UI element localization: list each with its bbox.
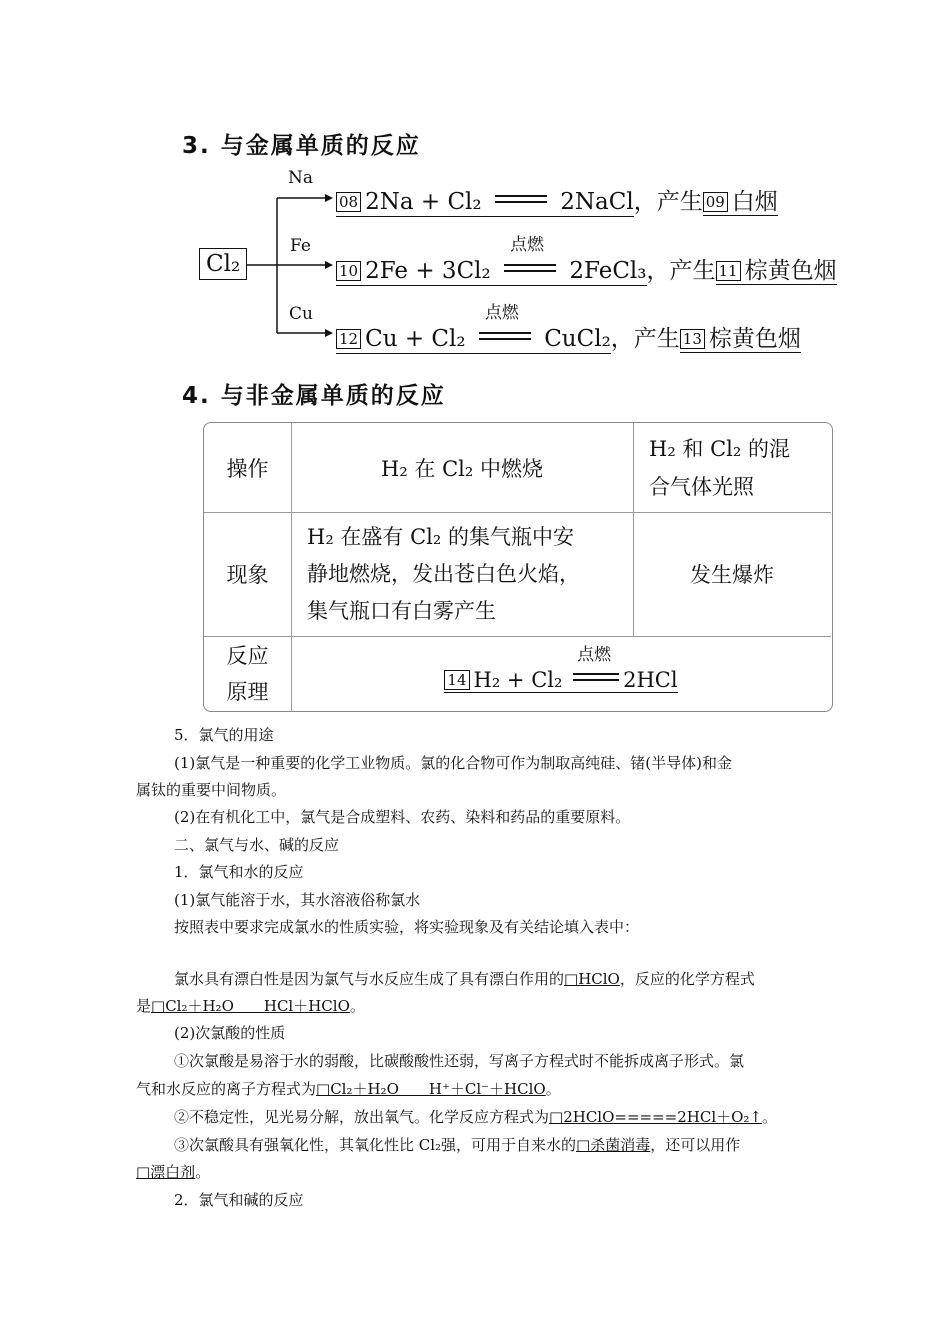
metal-label-fe: Fe xyxy=(290,236,311,256)
reaction-na-result: 白烟 xyxy=(731,189,778,215)
bleach-eq-pre: 是 xyxy=(136,997,152,1015)
reaction-fe xyxy=(336,235,837,286)
blank-number-08: 08 xyxy=(336,192,361,212)
ignite-equals xyxy=(473,303,537,352)
table-cell-burn-phenomenon xyxy=(291,512,633,636)
section3-title: 3. 与金属单质的反应 xyxy=(182,133,421,159)
instability-post: 。 xyxy=(762,1108,778,1126)
reaction-cu-result: 棕黄色烟 xyxy=(708,326,801,352)
answer-ionic-equation: □Cl₂＋H₂O H⁺＋Cl⁻＋HClO xyxy=(316,1080,546,1098)
table-header-phenomenon: 现象 xyxy=(226,563,269,587)
paragraph-weak-acid-line1: ①次氯酸是易溶于水的弱酸，比碳酸酸性还弱，写离子方程式时不能拆成离子形式。氯 xyxy=(174,1052,745,1070)
table-cell-h2-burn: H₂ 在 Cl₂ 中燃烧 xyxy=(381,456,543,481)
reaction-fe-equation xyxy=(336,235,647,286)
paragraph-chlorine-water: (1)氯气能溶于水，其水溶液俗称氯水 xyxy=(174,891,421,909)
reaction-fe-after: ，产生 xyxy=(646,258,716,284)
reaction-cu-right: CuCl₂ xyxy=(544,326,611,352)
metal-label-cu: Cu xyxy=(289,304,313,324)
paragraph-use-1-line1: (1)氯气是一种重要的化学工业物质。氯的化合物可作为制取高纯硅、锗(半导体)和金 xyxy=(174,754,732,772)
table-cell-burn-phenomenon-line1: H₂ 在盛有 Cl₂ 的集气瓶中安 xyxy=(307,524,574,549)
cl2-box: Cl₂ xyxy=(199,248,247,280)
heading-chlorine-base: 2．氯气和碱的反应 xyxy=(174,1191,304,1209)
oxidizing-end: 。 xyxy=(195,1163,211,1181)
bleach-text-post: ，反应的化学方程式 xyxy=(619,970,755,988)
table-cell-explosion: 发生爆炸 xyxy=(690,563,774,587)
ionic-eq-post: 。 xyxy=(545,1080,561,1098)
metal-label-na: Na xyxy=(288,168,314,188)
reaction-na-equation xyxy=(336,189,634,217)
paragraph-oxidizing-line2 xyxy=(136,1159,210,1186)
reaction-cu-equation xyxy=(336,303,611,354)
table-header-operation: 操作 xyxy=(226,456,269,481)
table-header-principle-line1: 反应 xyxy=(226,643,269,668)
nonmetal-reaction-table xyxy=(203,422,833,712)
paragraph-use-2: (2)在有机化工中，氯气是合成塑料、农药、染料和药品的重要原料。 xyxy=(174,808,631,826)
answer-hclo: □HClO xyxy=(564,970,620,988)
answer-water-equation: □Cl₂＋H₂O HCl＋HClO xyxy=(151,997,350,1015)
reaction-fe-result: 棕黄色烟 xyxy=(744,258,837,284)
reaction-cu-after: ，产生 xyxy=(610,326,680,352)
reaction-fe-right: 2FeCl₃ xyxy=(569,258,647,284)
table-header-principle xyxy=(204,636,291,711)
paragraph-weak-acid-line2 xyxy=(136,1076,561,1103)
table-cell-mixed-light-line1: H₂ 和 Cl₂ 的混 xyxy=(649,436,790,461)
reaction-fe-left: 2Fe + 3Cl₂ xyxy=(365,258,491,284)
table-cell-mixed-light xyxy=(633,423,831,512)
blank-number-10: 10 xyxy=(336,261,361,281)
table-header-principle-line2: 原理 xyxy=(226,679,269,704)
reaction-na-right: 2NaCl xyxy=(560,189,634,215)
ignite-label: 点燃 xyxy=(577,645,612,665)
blank-number-09: 09 xyxy=(703,192,728,212)
paragraph-instability xyxy=(174,1104,777,1131)
ionic-eq-pre: 气和水反应的离子方程式为 xyxy=(136,1080,317,1098)
bleach-text-pre: 氯水具有漂白性是因为氯气与水反应生成了具有漂白作用的 xyxy=(174,970,565,988)
answer-bleach-agent: □漂白剂 xyxy=(136,1163,196,1181)
answer-decomposition-equation: □2HClO=====2HCl＋O₂↑ xyxy=(549,1108,763,1126)
paragraph-use-1-line2: 属钛的重要中间物质。 xyxy=(136,781,287,799)
paragraph-experiment-instruction: 按照表中要求完成氯水的性质实验，将实验现象及有关结论填入表中： xyxy=(174,918,640,936)
reaction-cu-left: Cu + Cl₂ xyxy=(365,326,466,352)
heading-water-base: 二、氯气与水、碱的反应 xyxy=(174,836,340,854)
section4-title: 4. 与非金属单质的反应 xyxy=(182,383,446,409)
reaction-cu xyxy=(336,303,801,354)
heading-hclo-properties: (2)次氯酸的性质 xyxy=(174,1024,286,1042)
paragraph-bleach-line1 xyxy=(174,966,755,993)
oxidizing-pre: ③次氯酸具有强氧化性，其氧化性比 Cl₂强，可用于自来水的 xyxy=(174,1136,577,1154)
reaction-na-left: 2Na + Cl₂ xyxy=(365,189,482,215)
paragraph-oxidizing-line1 xyxy=(174,1132,740,1159)
blank-number-11: 11 xyxy=(716,261,741,281)
ignite-label: 点燃 xyxy=(484,303,519,323)
reaction-na-after: ，产生 xyxy=(633,189,703,215)
ignite-equals xyxy=(569,645,623,692)
answer-disinfection: □杀菌消毒 xyxy=(576,1136,651,1154)
paragraph-bleach-line2 xyxy=(136,993,365,1020)
table-cell-mixed-light-line2: 合气体光照 xyxy=(649,474,754,499)
blank-number-12: 12 xyxy=(336,329,361,349)
principle-right: 2HCl xyxy=(623,668,678,692)
heading-chlorine-uses: 5．氯气的用途 xyxy=(174,726,274,744)
equals-sign xyxy=(489,192,553,206)
blank-number-13: 13 xyxy=(680,329,705,349)
ignite-equals xyxy=(498,235,562,284)
oxidizing-post: ，还可以用作 xyxy=(650,1136,741,1154)
heading-chlorine-water: 1．氯气和水的反应 xyxy=(174,863,304,881)
blank-number-14: 14 xyxy=(444,670,469,690)
table-cell-burn-phenomenon-line3: 集气瓶口有白雾产生 xyxy=(307,598,496,623)
table-cell-principle-equation xyxy=(291,636,831,711)
bleach-eq-post: 。 xyxy=(349,997,365,1015)
principle-left: H₂ + Cl₂ xyxy=(473,668,563,692)
table-cell-burn-phenomenon-line2: 静地燃烧，发出苍白色火焰， xyxy=(307,561,580,586)
reaction-na xyxy=(336,183,778,217)
ignite-label: 点燃 xyxy=(510,235,545,255)
instability-pre: ②不稳定性，见光易分解，放出氧气。化学反应方程式为 xyxy=(174,1108,550,1126)
